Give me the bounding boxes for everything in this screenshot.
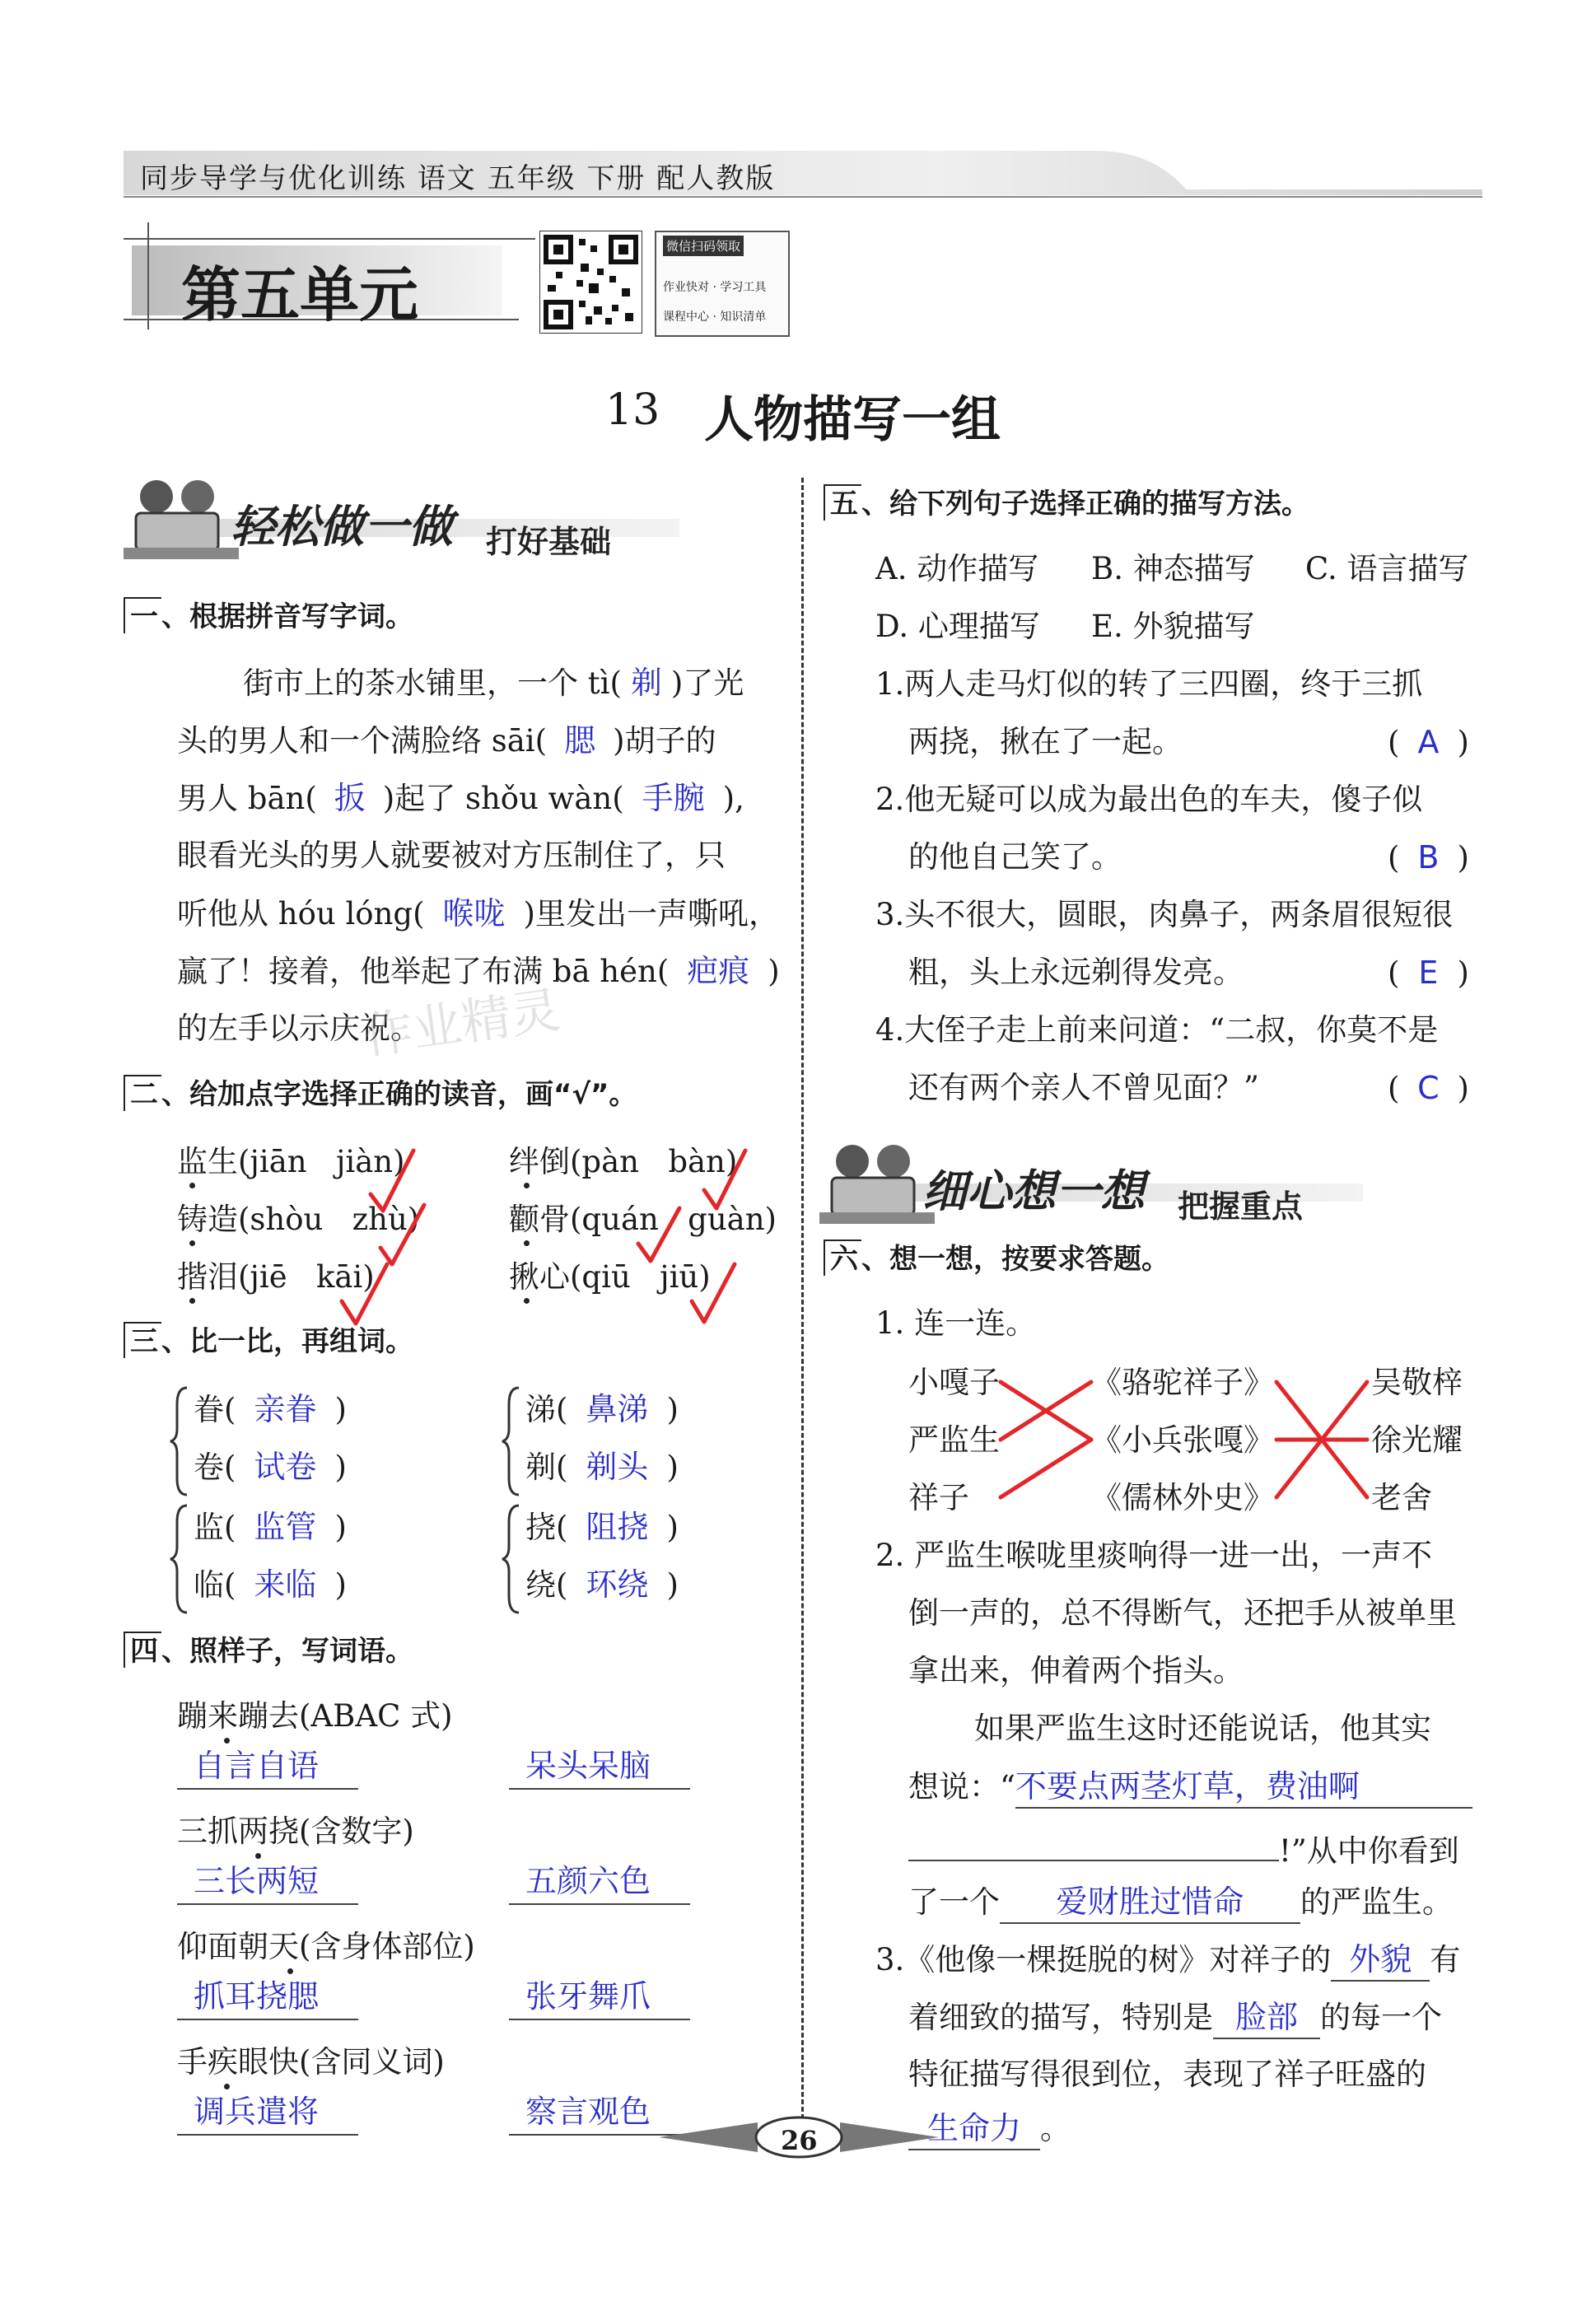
s1-answer-2: 腮: [564, 722, 596, 759]
s4-answer-4b: 察言观色: [509, 2096, 690, 2136]
s5-title: 、给下列句子选择正确的描写方法。: [861, 488, 1309, 521]
s3-open: (: [224, 1510, 236, 1545]
s5-answer: C: [1417, 1070, 1440, 1106]
s6-q3-line2: [908, 2001, 1442, 2039]
s3-answer: 鼻涕: [586, 1391, 649, 1427]
s5-item-3-answer: [1388, 955, 1469, 991]
banner-basic: [124, 474, 684, 564]
s3-pair-4: [525, 1449, 679, 1485]
s1-line3-end: ),: [722, 781, 744, 816]
s6-q2-line5: [908, 1768, 1472, 1809]
emphasis-dot: [224, 1738, 230, 1744]
s6-q2-line7: [908, 1886, 1453, 1924]
brace-4: [502, 1506, 519, 1613]
s3-char: 监: [194, 1510, 224, 1545]
s4-title: 、照样子，写词语。: [161, 1635, 413, 1668]
banner-key: [819, 1138, 1379, 1229]
s5-open: (: [1388, 840, 1400, 875]
s5-item-4-answer: [1388, 1072, 1469, 1104]
s6-right-3: 老舍: [1371, 1480, 1432, 1515]
s3-close: ): [666, 1510, 679, 1545]
header-title: 同步导学与优化训练 语文 五年级 下册 配人教版: [140, 162, 776, 195]
s1-heading: [124, 600, 413, 633]
s4-answer-1b: 呆头呆脑: [509, 1750, 690, 1790]
s6-q3-text: 的每一个: [1320, 2000, 1442, 2035]
s1-line1-text: 街市上的茶水铺里，一个 tì(: [243, 665, 622, 701]
s5-option-b: B. 神态描写: [1091, 551, 1255, 586]
s3-title: 、比一比，再组词。: [161, 1325, 413, 1358]
s4-label-2: 三抓两挠(含数字): [177, 1814, 414, 1849]
s5-item-4-line1: [875, 1012, 1439, 1048]
s1-line2-text: 头的男人和一个满脸络 sāi(: [177, 723, 548, 759]
s5-item-4-line2: 还有两个亲人不曾见面？”: [908, 1070, 1259, 1105]
s2-opt2-2: bàn): [668, 1144, 738, 1179]
s5-item-3-line2: 粗，头上永远剃得发亮。: [908, 955, 1244, 990]
s5-open: (: [1388, 725, 1400, 760]
s6-left-2: 严监生: [908, 1422, 1000, 1458]
s5-answer: A: [1417, 724, 1440, 760]
s3-open: (: [224, 1567, 236, 1603]
check-mark-6: [692, 1264, 735, 1322]
s6-q2-prefix: 想说：“: [908, 1769, 1015, 1804]
s2-word-1: 监生: [177, 1144, 238, 1179]
s3-close: ): [666, 1450, 679, 1485]
s4-answer-2a: 三长两短: [177, 1865, 358, 1905]
s3-answer: 亲眷: [254, 1391, 317, 1427]
s6-right-2: 徐光耀: [1371, 1422, 1463, 1458]
column-divider: [801, 478, 804, 2141]
s6-q2-blank: [908, 1828, 1279, 1861]
s2-opt2-3: zhù): [352, 1202, 420, 1237]
s2-opt2-6: jiū): [660, 1259, 711, 1295]
s5-item-1-answer: [1388, 726, 1469, 758]
s6-q3-answer-3: 生命力: [908, 2113, 1040, 2150]
s1-answer-6: 疤痕: [687, 953, 750, 989]
s1-line2: [177, 722, 716, 759]
qr-info-box: [655, 231, 790, 337]
s6-title: 、想一想，按要求答题。: [861, 1243, 1169, 1276]
s1-line3-text: 男人 bān(: [177, 781, 317, 816]
s1-line3-mid: )起了 shǒu wàn(: [382, 781, 624, 816]
s4-heading: [124, 1635, 413, 1668]
page-number: 26: [781, 2125, 818, 2156]
lesson-number: 13: [605, 385, 660, 435]
s3-pair-7: [525, 1511, 679, 1543]
s6-heading: [824, 1243, 1169, 1276]
s3-char: 绕: [525, 1567, 556, 1603]
s6-q2-end: 的严监生。: [1300, 1884, 1453, 1920]
s5-heading: [824, 488, 1309, 521]
s2-word-4: 颧骨: [509, 1202, 570, 1237]
s5-item-num: 3.: [875, 897, 905, 932]
s5-option-c: C. 语言描写: [1305, 551, 1469, 586]
s1-answer-3: 扳: [334, 780, 366, 816]
s2-opt2-1: jiàn): [335, 1144, 405, 1179]
check-marks: [313, 1141, 758, 1330]
s2-opt1-1: (jiān: [238, 1144, 307, 1179]
s2-num: 二: [124, 1075, 161, 1111]
s6-q3-text: 3.《他像一棵挺脱的树》对祥子的: [875, 1942, 1332, 1977]
s4-label-1: 蹦来蹦去(ABAC 式): [177, 1698, 453, 1734]
s5-item-num: 4.: [875, 1012, 905, 1048]
s4-answer-3a: 抓耳挠腮: [177, 1981, 358, 2020]
s3-close: ): [666, 1567, 679, 1603]
s6-q1-title: 1. 连一连。: [875, 1305, 1037, 1341]
brace-3: [502, 1388, 519, 1495]
s6-mid-1: 《骆驼祥子》: [1091, 1365, 1274, 1400]
s3-char: 挠: [525, 1510, 556, 1545]
s5-option-a: A. 动作描写: [875, 551, 1039, 586]
s4-label-3: 仰面朝天(含身体部位): [177, 1929, 475, 1964]
s3-pair-3: [525, 1391, 679, 1427]
s1-line7: 的左手以示庆祝。: [177, 1011, 421, 1046]
s6-left-3: 祥子: [908, 1480, 969, 1515]
s6-left-1: 小嘎子: [908, 1365, 1000, 1400]
s5-close: ): [1457, 1071, 1469, 1106]
watermark: 作业精灵: [359, 981, 564, 1067]
s3-pair-8: [525, 1566, 679, 1603]
s2-word-3: 铸造: [177, 1202, 238, 1237]
match-line-3: [1001, 1440, 1091, 1497]
s5-close: ): [1457, 725, 1469, 760]
s5-item-text: 大侄子走上前来问道：“二叔，你莫不是: [904, 1012, 1439, 1048]
s1-answer-1: 剃: [630, 665, 662, 701]
s1-answer-5: 喉咙: [442, 895, 506, 931]
s3-num: 三: [124, 1322, 161, 1358]
emphasis-dot: [189, 1240, 195, 1246]
s3-heading: [124, 1325, 413, 1358]
s2-opt2-5: kāi): [315, 1259, 375, 1295]
s3-open: (: [556, 1450, 568, 1485]
s5-item-2-line1: [875, 784, 1422, 815]
s1-num: 一: [124, 597, 161, 633]
s3-open: (: [556, 1510, 568, 1545]
s3-open: (: [556, 1567, 568, 1603]
s6-num: 六: [824, 1240, 861, 1276]
s5-num: 五: [824, 484, 861, 521]
qr-code-icon: [539, 231, 642, 334]
s2-opt1-2: (pàn: [570, 1144, 640, 1179]
s5-item-2-line2: 的他自己笑了。: [908, 839, 1122, 875]
s1-line1-end: )了光: [670, 665, 744, 701]
s5-open: (: [1388, 955, 1400, 991]
s3-close: ): [666, 1392, 679, 1427]
emphasis-dot: [224, 2084, 230, 2089]
page-header: [124, 144, 1482, 202]
s1-line2-end: )胡子的: [613, 723, 716, 759]
s3-char: 剃: [525, 1450, 556, 1485]
s3-char: 卷: [194, 1450, 224, 1485]
brace-2: [170, 1506, 187, 1613]
s6-right-1: 吴敬梓: [1371, 1365, 1463, 1400]
s4-answer-4a: 调兵遣将: [177, 2096, 358, 2136]
s5-close: ): [1457, 840, 1469, 875]
qr-label: 微信扫码领取: [663, 236, 744, 256]
s2-opt1-4: (quán: [570, 1202, 659, 1237]
s6-q2-line2: 倒一声的，总不得断气，还把手从被单里: [908, 1595, 1457, 1631]
s5-item-text: 头不很大，圆眼，肉鼻子，两条眉很短很: [904, 897, 1454, 932]
s4-label-4: 手疾眼快(含同义词): [177, 2044, 445, 2080]
s1-line4: 眼看光头的男人就要被对方压制住了，只: [177, 838, 726, 873]
s1-title: 、根据拼音写字词。: [161, 600, 413, 633]
s6-q3-answer-2: 脸部: [1213, 2001, 1320, 2039]
s3-answer: 剃头: [586, 1449, 649, 1485]
emphasis-dot: [189, 1183, 195, 1188]
s4-answer-1a: 自言自语: [177, 1750, 358, 1790]
s3-answer: 监管: [254, 1509, 317, 1545]
s3-answer: 阻挠: [586, 1509, 649, 1545]
s6-q2-answer-1: 不要点两茎灯草，费油啊: [1015, 1771, 1472, 1809]
s6-q3-end: 。: [1040, 2111, 1071, 2146]
qr-code[interactable]: [539, 231, 642, 334]
unit-banner: [124, 222, 535, 329]
s3-pair-6: [194, 1566, 347, 1603]
s2-opt1-6: (qiū: [570, 1259, 631, 1295]
lesson-title: 人物描写一组: [704, 391, 1001, 449]
s5-item-1-line2: 两挠，揪在了一起。: [908, 724, 1183, 759]
s3-answer: 试卷: [254, 1449, 317, 1485]
check-mark-3: [342, 1264, 387, 1324]
s6-mid-3: 《儒林外史》: [1091, 1480, 1274, 1515]
s2-word-6: 揪心: [509, 1259, 570, 1295]
s5-open: (: [1388, 1071, 1400, 1106]
s2-opt1-3: (shòu: [238, 1202, 324, 1237]
s5-item-text: 两人走马灯似的转了三四圈，终于三抓: [904, 666, 1423, 702]
s5-item-text: 他无疑可以成为最出色的车夫，傻子似: [904, 782, 1423, 817]
s3-close: ): [334, 1510, 347, 1545]
s6-q2-answer-2: 爱财胜过惜命: [1000, 1886, 1300, 1924]
check-mark-4: [704, 1151, 745, 1208]
s4-num: 四: [124, 1632, 161, 1668]
s2-word-2: 绊倒: [509, 1144, 570, 1179]
s6-q3-line3: 特征描写得很到位，表现了祥子旺盛的: [908, 2057, 1426, 2092]
s1-line6-text: 赢了！接着，他举起了布满 bā hén(: [177, 954, 670, 989]
s3-pair-2: [194, 1449, 347, 1485]
s5-item-2-answer: [1388, 839, 1469, 875]
banner-key-sub: 把握重点: [1178, 1188, 1304, 1225]
s5-option-e: E. 外貌描写: [1091, 609, 1255, 644]
s6-mid-2: 《小兵张嘎》: [1091, 1422, 1274, 1458]
s3-pair-1: [194, 1391, 347, 1427]
unit-title: 第五单元: [181, 260, 419, 329]
check-mark-2: [380, 1205, 424, 1264]
s6-q2-line6: [908, 1828, 1459, 1869]
banner-key-main: 细心想一想: [922, 1165, 1145, 1217]
emphasis-dot: [189, 1298, 195, 1304]
s4-answer-2b: 五颜六色: [509, 1865, 690, 1905]
s1-line1: [243, 665, 744, 701]
s3-close: ): [334, 1450, 347, 1485]
s3-close: ): [334, 1392, 347, 1427]
s3-close: ): [334, 1567, 347, 1603]
s6-q3-answer-1: 外貌: [1331, 1944, 1430, 1982]
s6-q2-line3: 拿出来，伸着两个指头。: [908, 1653, 1244, 1688]
s1-line5-end: )里发出一声嘶吼，: [523, 896, 779, 931]
s3-open: (: [224, 1450, 236, 1485]
s6-q2-line1: 2. 严监生喉咙里痰响得一进一出，一声不: [875, 1538, 1433, 1573]
s2-word-5: 揩泪: [177, 1259, 238, 1295]
s3-char: 眷: [194, 1392, 224, 1427]
s3-open: (: [224, 1392, 236, 1427]
s5-close: ): [1457, 955, 1469, 991]
check-mark-1: [371, 1151, 413, 1211]
s5-item-num: 1.: [875, 666, 905, 702]
matching-lines: [996, 1367, 1384, 1507]
emphasis-dot: [287, 1968, 293, 1974]
s3-answer: 环绕: [586, 1566, 649, 1603]
banner-basic-main: 轻松做一做: [231, 501, 453, 553]
qr-line2: 课程中心 · 知识清单: [663, 310, 767, 324]
s2-opt2-4: guàn): [688, 1202, 777, 1237]
s5-item-num: 2.: [875, 782, 905, 817]
s5-item-1-line1: [875, 666, 1423, 702]
s2-heading: [124, 1078, 637, 1111]
s6-q2-text: 了一个: [908, 1884, 1000, 1920]
s3-char: 临: [194, 1567, 224, 1603]
s3-open: (: [556, 1392, 568, 1427]
s1-answer-4: 手腕: [642, 780, 705, 816]
brace-1: [170, 1388, 187, 1495]
s1-line5: [177, 895, 779, 931]
banner-basic-sub: 打好基础: [486, 524, 612, 560]
s2-opt1-5: (jiē: [238, 1259, 287, 1295]
s4-answer-3b: 张牙舞爪: [509, 1981, 690, 2020]
s3-answer: 来临: [254, 1566, 317, 1603]
s3-pair-5: [194, 1511, 347, 1543]
s5-answer: B: [1417, 839, 1440, 875]
s1-line5-text: 听他从 hóu lóng(: [177, 896, 425, 931]
s1-line3: [177, 782, 744, 814]
s6-q3-text: 着细致的描写，特别是: [908, 2000, 1213, 2035]
s6-q3-text: 有: [1430, 1942, 1461, 1977]
emphasis-dot: [255, 1853, 261, 1859]
s3-char: 涕: [525, 1392, 556, 1427]
s6-q3-line1: [875, 1941, 1461, 1982]
check-mark-5: [638, 1208, 679, 1261]
s5-item-3-line1: [875, 899, 1453, 930]
s6-q2-line4: 如果严监生这时还能说话，他其实: [974, 1711, 1431, 1746]
s1-line6-end: ): [768, 954, 780, 989]
s5-answer: E: [1418, 955, 1439, 991]
qr-line1: 作业快对 · 学习工具: [663, 281, 767, 294]
s6-q2-suffix: !”从中你看到: [1279, 1833, 1459, 1869]
s2-title: 、给加点字选择正确的读音，画“√”。: [161, 1078, 637, 1111]
s5-option-d: D. 心理描写: [875, 609, 1040, 644]
